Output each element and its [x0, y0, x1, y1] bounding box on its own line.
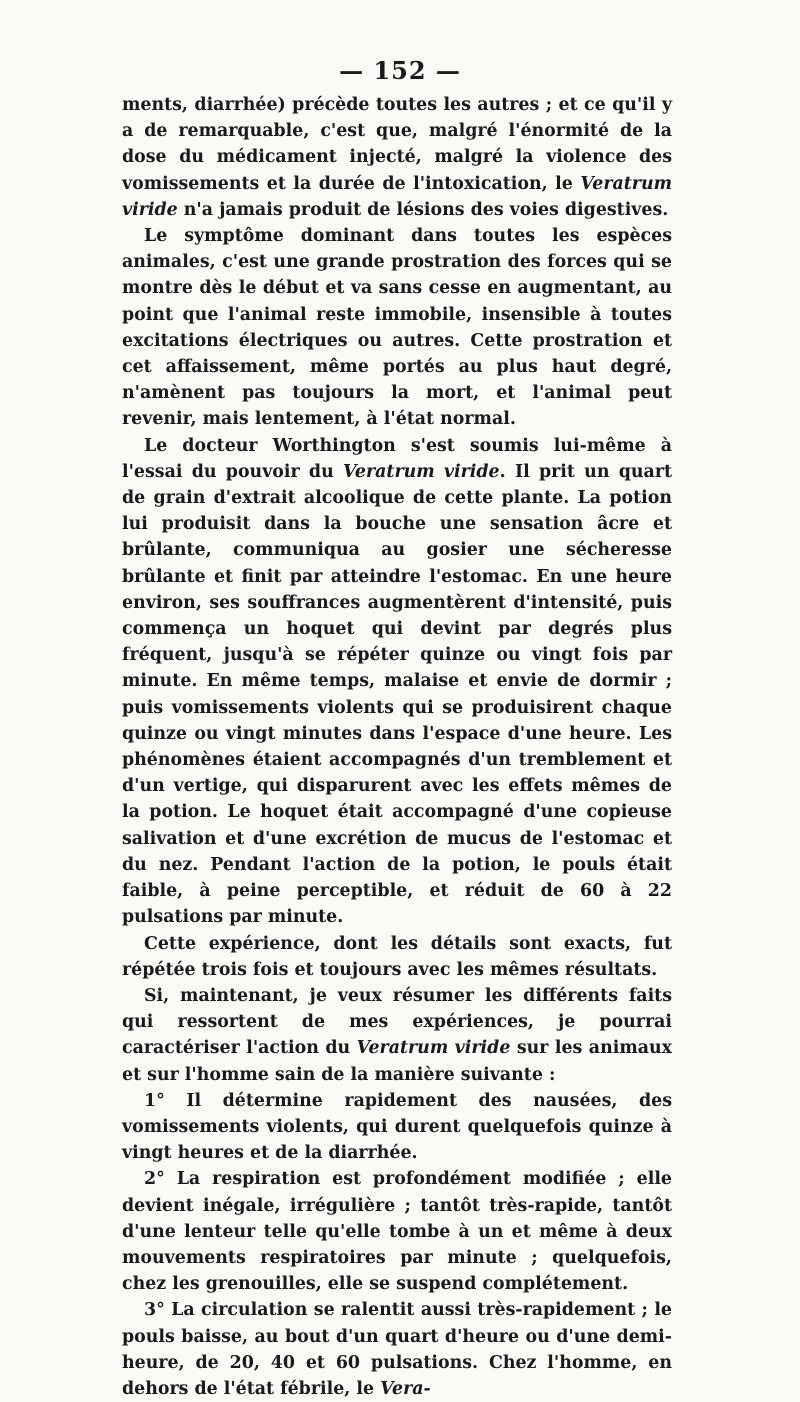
- paragraph-prostration: [122, 223, 672, 433]
- list-item-3: [122, 1297, 672, 1402]
- body-text: [122, 92, 672, 1402]
- species-name-italic: Veratrum viride: [122, 173, 672, 220]
- text-run: . Il prit un quart de grain d'extrait alcoolique de cette plante. La potion lui produisit dans la bouche une sensation âcre et brûlante, communiqua au gosier une sécheresse brûlante et finit par atteindre l'estomac. En une heure environ, ses souffrances augmentèrent d'intensité, puis commença un hoquet qui devint par degrés plus fréquent, jusqu'à se répéter quinze ou vingt fois par minute. En même temps, malaise et envie de dormir ; puis vomissements violents qui se produisirent chaque quinze ou vingt minutes dans l'espace d'une heure. Les phénomènes étaient accompagnés d'un tremblement et d'un vertige, qui disparurent avec les effets mêmes de la potion. Le hoquet était accompagné d'une copieuse salivation et d'une excrétion de mucus de l'estomac et du nez. Pendant l'action de la potion, le pouls était faible, à peine perceptible, et réduit de 60 à 22 pulsations par minute.: [122, 461, 673, 928]
- species-name-italic: Veratrum viride: [343, 461, 500, 482]
- paragraph-worthington: [122, 433, 672, 931]
- text-run: 2° La respiration est profondément modifiée ; elle devient inégale, irrégulière ; tantôt très-rapide, tantôt d'une lenteur telle qu'elle tombe à un et même à deux mouvements respiratoires par minute ; quelquefois, chez les grenouilles, elle se suspend complétement.: [122, 1169, 672, 1295]
- paragraph-continuation: [122, 92, 672, 223]
- text-run: Cette expérience, dont les détails sont exacts, fut répétée trois fois et toujours avec les mêmes résultats.: [122, 933, 672, 980]
- page-number: — 152 —: [339, 56, 461, 85]
- text-run: Le docteur Worthington s'est soumis lui-même à l'essai du pouvoir du: [122, 435, 672, 482]
- species-name-italic: Veratrum viride: [356, 1038, 511, 1059]
- text-run: 1° Il détermine rapidement des nausées, des vomissements violents, qui durent quelquefois quinze à vingt heures et de la diarrhée.: [122, 1090, 672, 1164]
- text-run: Si, maintenant, je veux résumer les différents faits qui ressortent de mes expériences, je pourrai caractériser l'action du: [122, 985, 672, 1059]
- paragraph-experience: [122, 931, 672, 983]
- list-item-1: [122, 1088, 672, 1167]
- text-run: n'a jamais produit de lésions des voies digestives.: [177, 199, 669, 220]
- text-run: sur les animaux et sur l'homme sain de la manière suivante :: [122, 1038, 673, 1085]
- paragraph-summary-intro: [122, 983, 672, 1088]
- text-run: 3° La circulation se ralentit aussi très-rapidement ; le pouls baisse, au bout d'un quart d'heure ou d'une demi-heure, de 20, 40 et 60 pulsations. Chez l'homme, en dehors de l'état fébrile, le: [122, 1300, 672, 1399]
- list-item-2: [122, 1166, 672, 1297]
- text-run: ments, diarrhée) précède toutes les autres ; et ce qu'il y a de remarquable, c'est que, malgré l'énormité de la dose du médicament injecté, malgré la violence des vomissements et la durée de l'intoxication, le: [122, 95, 672, 194]
- species-name-italic: Vera-: [380, 1378, 431, 1399]
- text-run: Le symptôme dominant dans toutes les espèces animales, c'est une grande prostration des forces qui se montre dès le début et va sans cesse en augmentant, au point que l'animal reste immobile, insensible à toutes excitations électriques ou autres. Cette prostration et cet affaissement, même portés au plus haut degré, n'amènent pas toujours la mort, et l'animal peut revenir, mais lentement, à l'état normal.: [122, 226, 672, 430]
